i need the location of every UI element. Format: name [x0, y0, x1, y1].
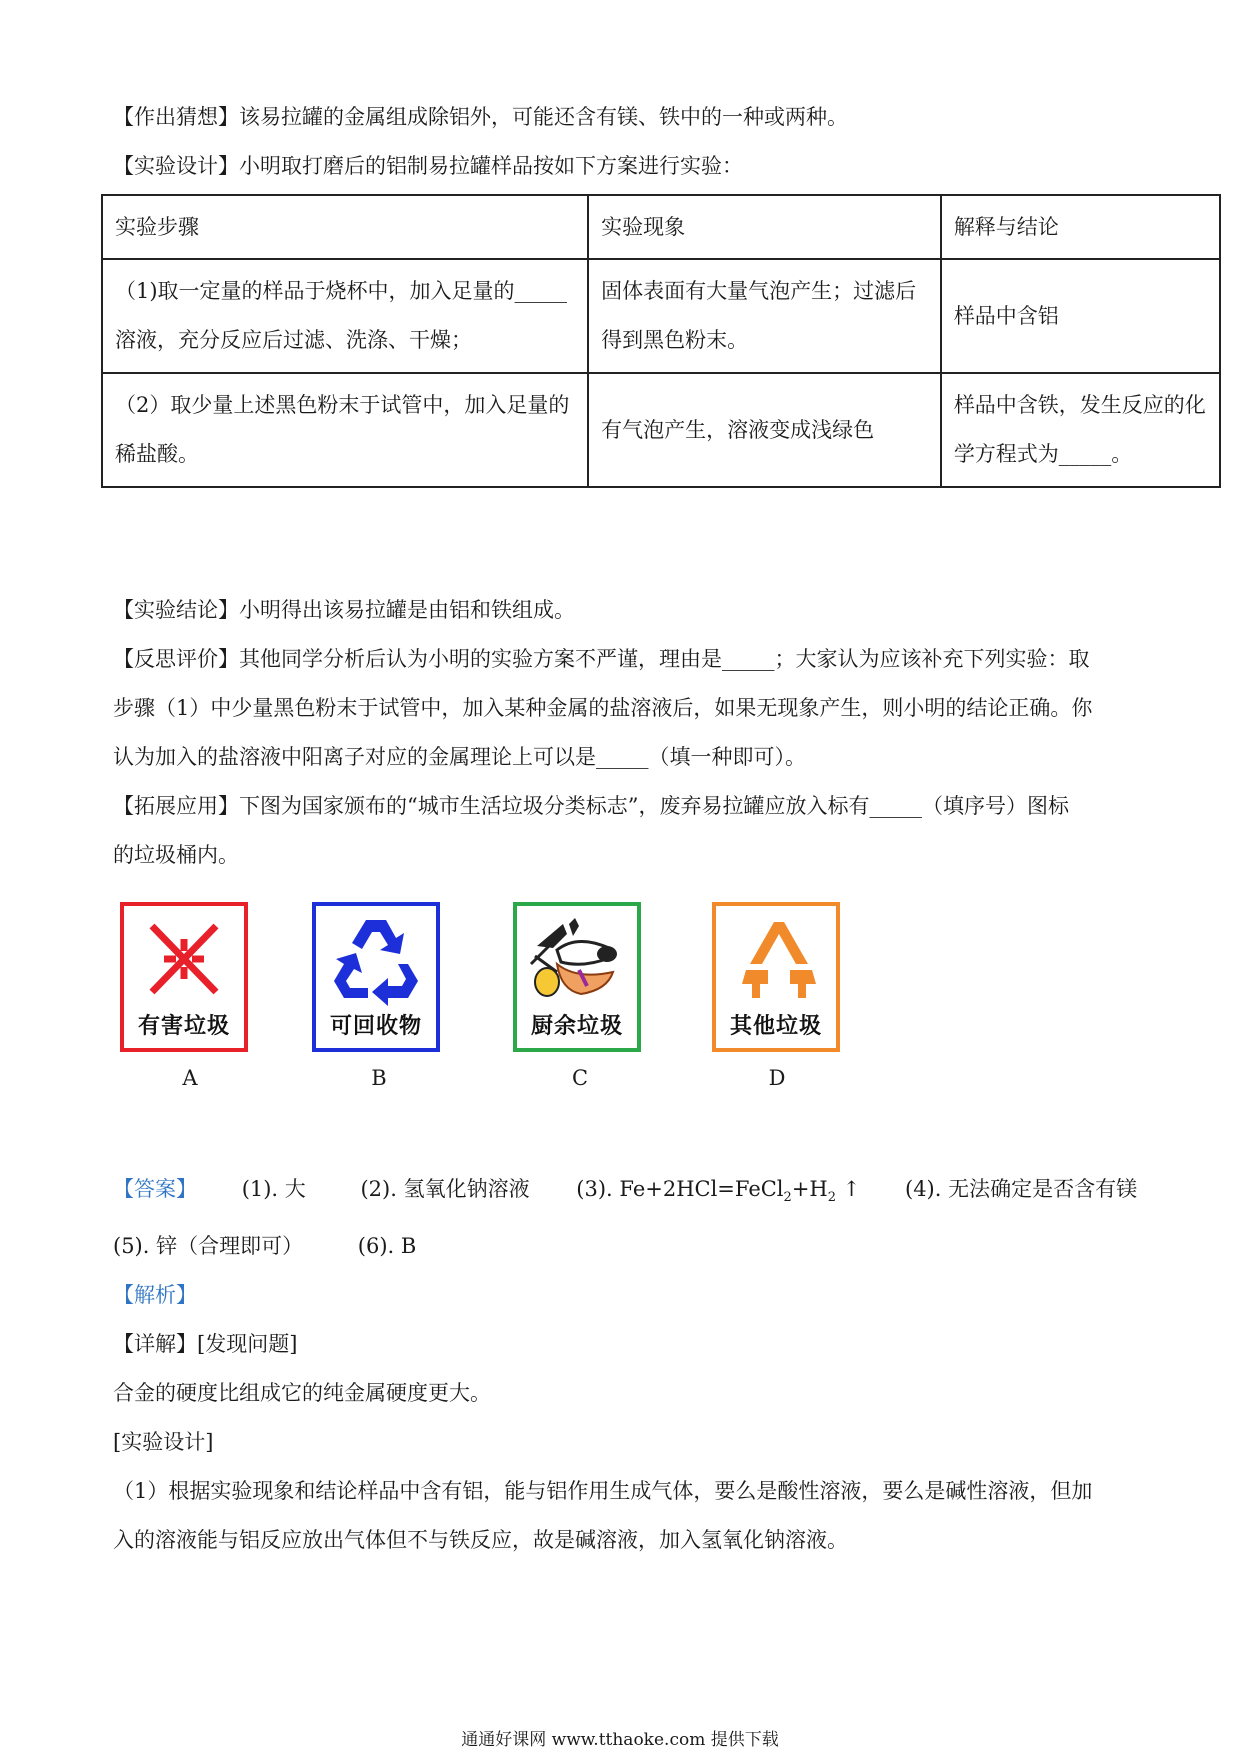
- sign-label: 其他垃圾: [729, 1014, 822, 1039]
- row2-conclusion: [941, 373, 1220, 487]
- reflection-tag: 【反思评价】: [113, 647, 239, 671]
- reflection-line3: 认为加入的盐溶液中阳离子对应的金属理论上可以是_____（填一种即可）。: [113, 745, 806, 769]
- answer-1: (1). 大: [241, 1177, 306, 1201]
- analysis-line2: （1）根据实验现象和结论样品中含有铝，能与铝作用生成气体，要么是酸性溶液，要么是碱性溶液，但加: [113, 1479, 1093, 1503]
- recyclable-sign: [312, 902, 440, 1052]
- row2-conclusion-line1: 样品中含铁，发生反应的化: [953, 393, 1206, 417]
- row1-phenomenon: [588, 259, 941, 373]
- row2-conclusion-line2: 学方程式为_____。: [953, 442, 1133, 466]
- detail-section: [发现问题]: [197, 1332, 298, 1356]
- design-paragraph: [113, 152, 743, 180]
- sign-letter-a: A: [182, 1066, 198, 1090]
- detail-line: [113, 1330, 297, 1358]
- sign-letter-d: D: [768, 1066, 786, 1090]
- analysis-tag: 【解析】: [113, 1283, 197, 1307]
- table-row: [102, 259, 1220, 373]
- extension-line2: 的垃圾桶内。: [113, 843, 239, 867]
- row1-step-line2: 溶液，充分反应后过滤、洗涤、干燥；: [115, 328, 472, 352]
- hypothesis-text: 该易拉罐的金属组成除铝外，可能还含有镁、铁中的一种或两种。: [239, 105, 848, 129]
- design-tag: 【实验设计】: [113, 154, 239, 178]
- table-header-row: [102, 195, 1220, 259]
- header-phenomenon: 实验现象: [588, 195, 941, 259]
- row2-step-line2: 稀盐酸。: [115, 442, 199, 466]
- answer-3: (3). $Fe+2HCl=FeCl_2+H_2$ ↑: [576, 1177, 861, 1205]
- sign-letter-c: C: [571, 1066, 589, 1090]
- up-arrow-icon: ↑: [842, 1177, 861, 1201]
- row2-step: [102, 373, 588, 487]
- answer-line2: [113, 1232, 416, 1260]
- row2-phenomenon-line1: 有气泡产生，溶液变成浅绿色: [601, 417, 875, 442]
- hypothesis-paragraph: [113, 103, 848, 131]
- row1-step-line1: （1)取一定量的样品于烧杯中，加入足量的_____: [115, 279, 568, 303]
- reflection-line2: 步骤（1）中少量黑色粉末于试管中，加入某种金属的盐溶液后，如果无现象产生，则小明的结论正确。你: [113, 696, 1093, 720]
- row1-phenomenon-line2: 得到黑色粉末。: [601, 328, 749, 352]
- row2-phenomenon: [588, 373, 941, 487]
- answer-line1: [113, 1175, 1137, 1212]
- conclusion-tag: 【实验结论】: [113, 598, 239, 622]
- extension-text1: 下图为国家颁布的“城市生活垃圾分类标志”，废弃易拉罐应放入标有_____（填序号）图标: [239, 794, 1069, 818]
- analysis-line1: 合金的硬度比组成它的纯金属硬度更大。: [113, 1381, 491, 1405]
- answer-5: (5). 锌（合理即可）: [113, 1234, 304, 1258]
- experiment-table: [101, 194, 1221, 488]
- row1-conclusion: [941, 259, 1220, 373]
- answer-4: (4). 无法确定是否含有镁: [905, 1177, 1138, 1201]
- analysis-line3: 入的溶液能与铝反应放出气体但不与铁反应，故是碱溶液，加入氢氧化钠溶液。: [113, 1528, 848, 1552]
- reflection-line1: [113, 645, 1090, 673]
- sign-letter-b: B: [371, 1066, 387, 1090]
- hazard-cross-icon: [124, 906, 244, 1006]
- conclusion-text: 小明得出该易拉罐是由铝和铁组成。: [239, 598, 575, 622]
- answer-tag: 【答案】: [113, 1177, 197, 1201]
- extension-line1: [113, 792, 1069, 820]
- row1-conclusion-line1: 样品中含铝: [953, 303, 1059, 328]
- kitchen-waste-sign: [513, 902, 641, 1052]
- hazardous-waste-sign: [120, 902, 248, 1052]
- other-waste-icon: [716, 906, 836, 1006]
- food-scraps-icon: [517, 906, 637, 1006]
- sign-label: 可回收物: [329, 1014, 422, 1039]
- row2-step-line1: （2）取少量上述黑色粉末于试管中，加入足量的: [115, 393, 570, 417]
- detail-tag: 【详解】: [113, 1332, 197, 1356]
- sign-label: 厨余垃圾: [530, 1014, 623, 1039]
- header-step: 实验步骤: [102, 195, 588, 259]
- hypothesis-tag: 【作出猜想】: [113, 105, 239, 129]
- answer-2: (2). 氢氧化钠溶液: [360, 1177, 530, 1201]
- design-text: 小明取打磨后的铝制易拉罐样品按如下方案进行实验：: [239, 154, 743, 178]
- table-row: [102, 373, 1220, 487]
- row1-phenomenon-line1: 固体表面有大量气泡产生；过滤后: [601, 279, 917, 303]
- answer-6: (6). B: [357, 1234, 417, 1258]
- reflection-text1: 其他同学分析后认为小明的实验方案不严谨，理由是_____；大家认为应该补充下列实验：取: [239, 647, 1090, 671]
- header-conclusion: 解释与结论: [941, 195, 1220, 259]
- extension-tag: 【拓展应用】: [113, 794, 239, 818]
- recycle-icon: [316, 906, 436, 1006]
- page-footer: 通通好课网 www.tthaoke.com 提供下载: [461, 1730, 779, 1750]
- conclusion-paragraph: [113, 596, 575, 624]
- sign-label: 有害垃圾: [137, 1014, 230, 1039]
- analysis-section2: [实验设计]: [113, 1430, 214, 1454]
- row1-step: [102, 259, 588, 373]
- other-waste-sign: [712, 902, 840, 1052]
